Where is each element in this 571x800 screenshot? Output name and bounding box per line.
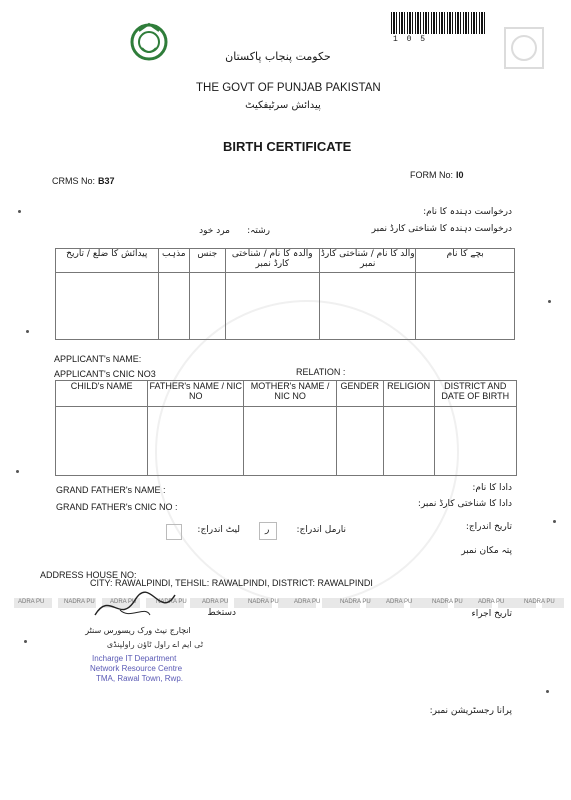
house-number-urdu: پتہ مکان نمبر [461,546,512,556]
issue-date-urdu: تاریخ اجراء [471,609,512,619]
scan-dot [26,330,29,333]
normal-entry-urdu: نارمل اندراج: [296,525,346,535]
header-gender: GENDER [336,381,383,407]
punjab-emblem [128,22,170,62]
urdu-header-mother: والدہ کا نام / شناختی کارڈ نمبر [225,249,319,273]
stamp-urdu-line2: ٹی ایم اے راول ٹاؤن راولپنڈی [106,640,204,649]
stamp-line3: TMA, Rawal Town, Rwp. [96,674,183,683]
form-label: FORM No: [410,170,454,180]
signature-urdu: دستخط [207,608,236,618]
strip-text: NADRA PU [340,599,371,605]
applicant-cnic-label: APPLICANT's CNIC NO3 [54,369,156,379]
header-religion: RELIGION [383,381,434,407]
scan-dot [553,520,556,523]
grandfather-name-label: GRAND FATHER's NAME : [56,485,166,495]
govt-title: THE GOVT OF PUNJAB PAKISTAN [196,82,381,94]
urdu-details-table [55,248,515,340]
urdu-header-birth-district: پیدائش کا ضلع / تاریخ [56,249,159,273]
applicant-cnic-urdu: درخواست دہندہ کا شناختی کارڈ نمبر [371,224,512,234]
barcode-number: 1 0 5 [393,35,428,44]
relation-label: RELATION : [296,367,346,377]
scan-dot [546,690,549,693]
urdu-header-father: والد کا نام / شناختی کارڈ نمبر [320,249,416,273]
late-entry-box [166,524,182,540]
grandfather-cnic-urdu: دادا کا شناختی کارڈ نمبر: [417,499,512,509]
scan-dot [548,300,551,303]
late-entry-urdu: لیٹ اندراج: [197,525,240,535]
stamp-urdu-line1: انچارج نیٹ ورک ریسورس سنٹر [85,626,191,635]
relation-value-urdu: مرد خود [199,226,230,236]
strip-text: ADRA PU [110,599,137,605]
urdu-header-gender: جنس [190,249,226,273]
old-registration-urdu: پرانا رجسٹریشن نمبر: [429,706,512,716]
stamp-line2: Network Resource Centre [90,664,183,673]
grandfather-cnic-label: GRAND FATHER's CNIC NO : [56,502,178,512]
header-mother: MOTHER's NAME / NIC NO [244,381,336,407]
header-father: FATHER's NAME / NIC NO [148,381,244,407]
crms-value: B37 [98,176,115,186]
strip-text: NADRA PU [156,599,187,605]
scan-dot [18,210,21,213]
child-details-table [55,380,517,476]
barcode [391,12,487,34]
scan-dot [24,640,27,643]
header-district-dob: DISTRICT AND DATE OF BIRTH [434,381,516,407]
cert-title: BIRTH CERTIFICATE [223,139,352,154]
strip-text: ADRA PU [386,599,413,605]
applicant-name-label: APPLICANT's NAME: [54,354,142,364]
strip-text: NADRA PU [432,599,463,605]
signature-mark [90,585,180,630]
form-value: I0 [456,170,464,180]
urdu-header-religion: مذہب [158,249,189,273]
birth-cert-urdu: پیدائش سرٹیفکیٹ [245,100,321,111]
strip-text: NADRA PU [524,599,555,605]
relation-urdu: رشتہ: [247,226,270,236]
strip-text: NADRA PU [248,599,279,605]
crms-label: CRMS No: [52,176,96,186]
address-value: CITY: RAWALPINDI, TEHSIL: RAWALPINDI, DISTRICT: RAWALPINDI [90,578,373,588]
address-label: ADDRESS HOUSE NO: [40,570,137,580]
strip-text: ADRA PU [478,599,505,605]
registration-date-urdu: تاریخ اندراج: [465,522,512,532]
nadra-logo [495,20,553,78]
strip-text: ADRA PU [294,599,321,605]
govt-urdu: حکومت پنجاب پاکستان [225,50,331,63]
header-child-name: CHILD's NAME [56,381,148,407]
strip-text: ADRA PU [18,599,45,605]
stamp-line1: Incharge IT Department [92,654,177,663]
urdu-header-child: بچے کا نام [416,249,515,273]
grandfather-name-urdu: دادا کا نام: [472,483,512,493]
normal-entry-mark: ر [265,524,270,534]
applicant-name-urdu: درخواست دہندہ کا نام: [423,207,512,217]
strip-text: NADRA PU [64,599,95,605]
strip-text: ADRA PU [202,599,229,605]
scan-dot [16,470,19,473]
